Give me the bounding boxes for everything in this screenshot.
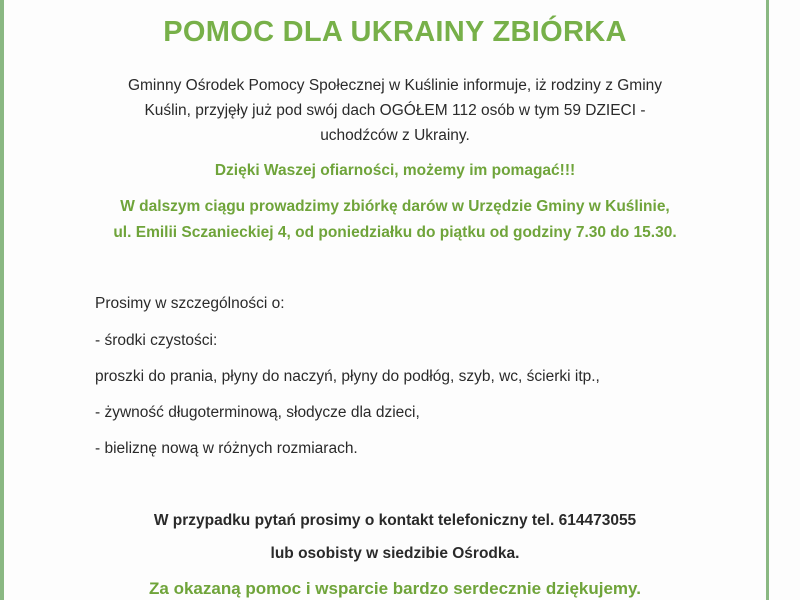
item-cleaning-details: proszki do prania, płyny do naczyń, płyny do podłóg, szyb, wc, ścierki itp.,	[95, 368, 600, 385]
collection-line-2: ul. Emilii Sczanieckiej 4, od poniedziałku do piątku od godziny 7.30 do 15.30.	[113, 224, 677, 241]
right-border	[766, 0, 769, 600]
left-border	[0, 0, 4, 600]
closing-line: Za okazaną pomoc i wsparcie bardzo serdecznie dziękujemy.	[149, 579, 641, 598]
collection-line-1: W dalszym ciągu prowadzimy zbiórkę darów w Urzędzie Gminy w Kuślinie,	[120, 198, 670, 215]
intro-line-1: Gminny Ośrodek Pomocy Społecznej w Kuślinie informuje, iż rodziny z Gminy	[127, 77, 663, 94]
request-heading: Prosimy w szczególności o:	[95, 295, 285, 312]
intro-line-2: Kuślin, przyjęły już pod swój dach OGÓŁEM 112 osób w tym 59 DZIECI -	[144, 102, 646, 119]
contact-line-2: lub osobisty w siedzibie Ośrodka.	[270, 545, 520, 562]
intro-line-3: uchodźców z Ukrainy.	[320, 127, 470, 144]
contact-line-1: W przypadku pytań prosimy o kontakt telefoniczny tel. 614473055	[153, 512, 637, 529]
item-underwear: - bieliznę nową w różnych rozmiarach.	[95, 440, 358, 457]
flyer-title: POMOC DLA UKRAINY ZBIÓRKA	[163, 16, 627, 48]
thanks-line: Dzięki Waszej ofiarności, możemy im pomagać!!!	[214, 162, 576, 179]
item-cleaning: - środki czystości:	[95, 332, 218, 349]
item-food: - żywność długoterminową, słodycze dla dzieci,	[95, 404, 420, 421]
